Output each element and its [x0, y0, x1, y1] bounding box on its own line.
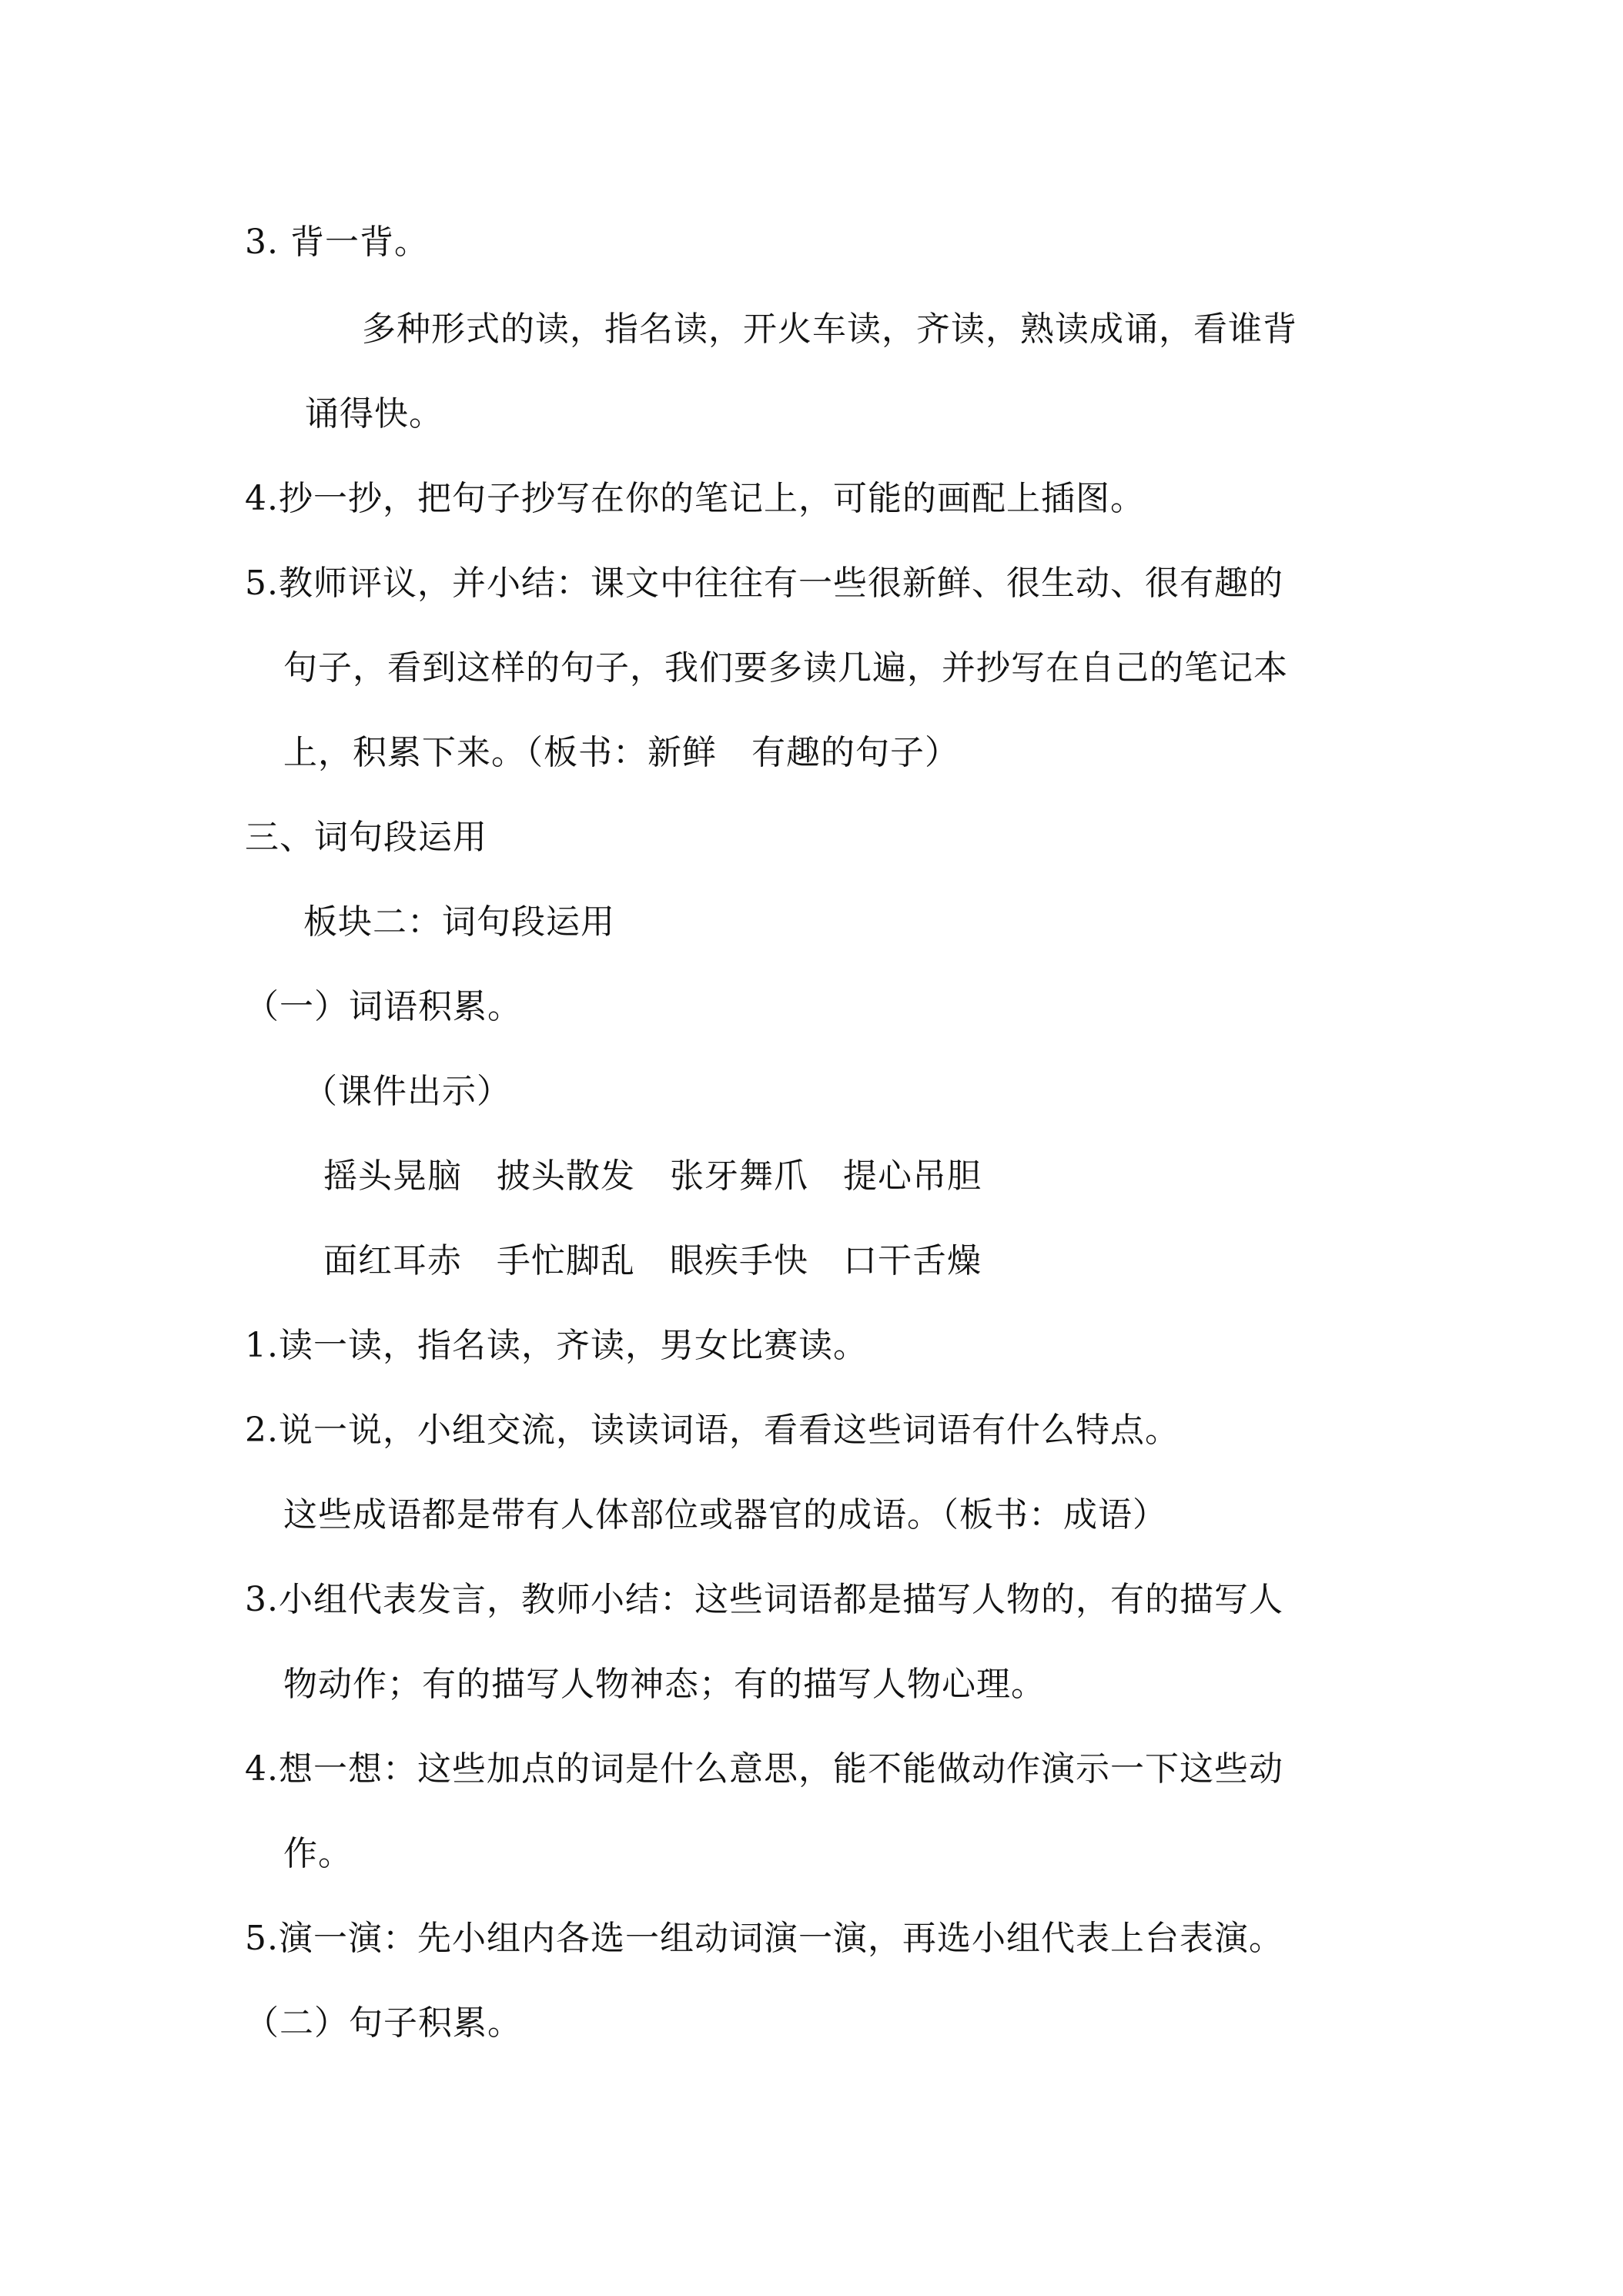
- step-3-body-line-1: 多种形式的读，指名读，开火车读，齐读，熟读成诵，看谁背: [362, 310, 1297, 349]
- idiom-row-2: 面红耳赤 手忙脚乱 眼疾手快 口干舌燥: [323, 1241, 982, 1280]
- activity-2-note: 这些成语都是带有人体部位或器官的成语。（板书：成语）: [283, 1495, 1167, 1535]
- subsection-1-heading: （一）词语积累。: [245, 987, 522, 1026]
- subsection-2-heading: （二）句子积累。: [245, 2003, 522, 2043]
- section-3-heading: 三、词句段运用: [245, 818, 487, 857]
- step-5-line-2: 句子，看到这样的句子，我们要多读几遍，并抄写在自己的笔记本: [283, 648, 1288, 688]
- step-5-line-1: 5.教师评议，并小结：课文中往往有一些很新鲜、很生动、很有趣的: [245, 564, 1283, 603]
- activity-4-line-1: 4.想一想：这些加点的词是什么意思，能不能做动作演示一下这些动: [245, 1749, 1283, 1789]
- activity-3-line-1: 3.小组代表发言，教师小结：这些词语都是描写人物的，有的描写人: [245, 1580, 1283, 1619]
- activity-2: 2.说一说，小组交流，读读词语，看看这些词语有什么特点。: [245, 1411, 1180, 1450]
- idiom-row-1: 摇头晃脑 披头散发 张牙舞爪 提心吊胆: [323, 1156, 982, 1196]
- step-3-body-line-2: 诵得快。: [305, 394, 443, 433]
- activity-4-line-2: 作。: [283, 1834, 353, 1873]
- courseware-note: （课件出示）: [303, 1072, 511, 1111]
- step-5-line-3: 上，积累下来。（板书：新鲜 有趣的句子）: [283, 733, 959, 772]
- activity-3-line-2: 物动作；有的描写人物神态；有的描写人物心理。: [283, 1665, 1046, 1704]
- step-3-heading: 3. 背一背。: [245, 223, 429, 262]
- block-2-heading: 板块二：词句段运用: [303, 902, 615, 942]
- activity-1: 1.读一读，指名读，齐读，男女比赛读。: [245, 1326, 868, 1365]
- step-4-text: 4.抄一抄，把句子抄写在你的笔记上，可能的画配上插图。: [245, 479, 1145, 518]
- activity-5: 5.演一演：先小组内各选一组动词演一演，再选小组代表上台表演。: [245, 1919, 1283, 1958]
